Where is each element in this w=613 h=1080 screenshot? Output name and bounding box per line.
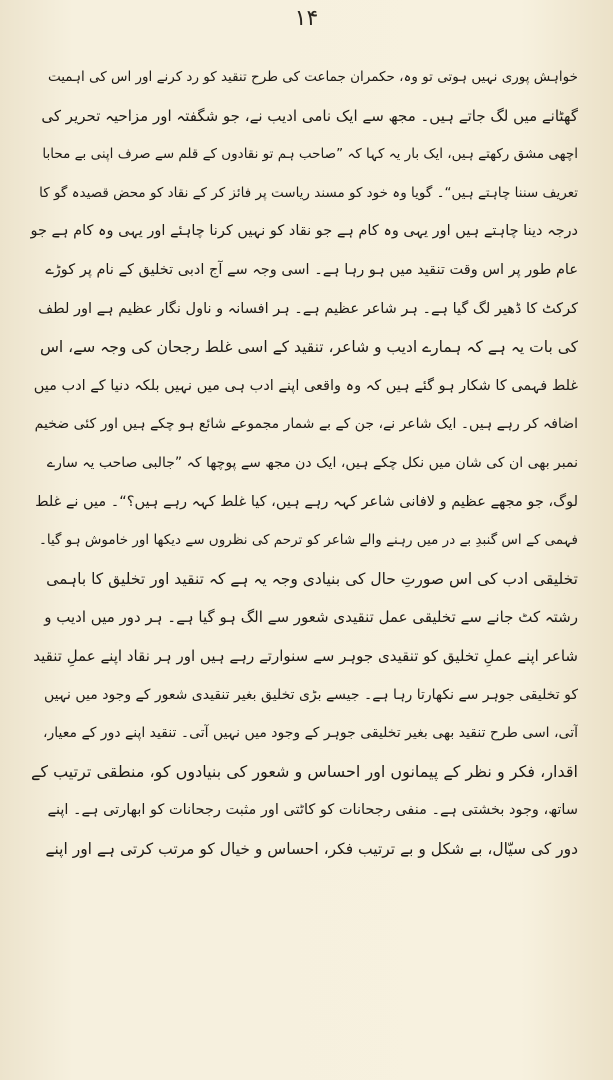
text-line: عام طور پر اس وقت تنقید میں ہو رہا ہے۔ اسی وجہ سے آج ادبی تخلیق کے نام پر کوڑے <box>45 261 578 278</box>
text-line: کرکٹ کا ڈھیر لگ گیا ہے۔ ہر شاعر عظیم ہے۔ ہر افسانہ و ناول نگار عظیم ہے اور لطف <box>38 300 578 317</box>
text-line: غلط فہمی کا شکار ہو گئے ہیں کہ وہ واقعی اپنے ادب ہی میں نہیں بلکہ دنیا کے ادب میں <box>33 377 578 394</box>
text-line: گھٹانے میں لگ جاتے ہیں۔ مجھ سے ایک نامی ادیب نے، جو شگفتہ اور مزاحیہ تحریر کی <box>41 106 578 125</box>
text-line: نمبر بھی ان کی شان میں نکل چکے ہیں، ایک دن مجھ سے پوچھا کہ ”جالبی صاحب یہ سارے <box>46 454 578 471</box>
text-line: اضافہ کر رہے ہیں۔ ایک شاعر نے، جن کے بے شمار مجموعے شائع ہو چکے ہیں اور کئی ضخیم <box>34 416 578 433</box>
text-line: اقدار، فکر و نظر کے پیمانوں اور احساس و شعور کی بنیادوں کو، منطقی ترتیب کے <box>31 761 578 781</box>
text-line: درجہ دینا چاہتے ہیں اور یہی وہ کام ہے جو نقاد کو نہیں کرنا چاہئے اور یہی وہ کام ہے جو <box>30 223 578 240</box>
text-line: کی بات یہ ہے کہ ہمارے ادیب و شاعر، تنقید کے اسی غلط رجحان کی وجہ سے، اس <box>40 338 578 357</box>
text-line: آتی، اسی طرح تنقید بھی بغیر تخلیقی جوہر کے وجود میں نہیں آتی۔ تنقید اپنے دور کے معیار، <box>43 725 578 742</box>
text-line: فہمی کے اس گنبدِ بے در میں رہنے والے شاعر کو ترحم کی نظروں سے دیکھا اور خاموش ہو گیا۔ <box>38 532 578 549</box>
text-line: ساتھ، وجود بخشتی ہے۔ منفی رجحانات کو کاٹتی اور مثبت رجحانات کو ابھارتی ہے۔ اپنے <box>47 802 578 819</box>
body-text <box>30 58 578 868</box>
text-line: کو تخلیقی جوہر سے نکھارتا رہا ہے۔ جیسے بڑی تخلیق بغیر تنقیدی شعور کے وجود میں نہیں <box>43 686 578 703</box>
text-line: خواہش پوری نہیں ہوتی تو وہ، حکمران جماعت کی طرح تنقید کو رد کرنے اور اس کی اہمیت <box>47 69 578 85</box>
text-line: دور کی سیّال، بے شکل و بے ترتیب فکر، احساس و خیال کو مرتب کرتی ہے اور اپنے <box>45 839 578 858</box>
page-number: ۱۴ <box>294 6 319 31</box>
text-line: رشتہ کٹ جانے سے تخلیقی عمل تنقیدی شعور سے الگ ہو گیا ہے۔ ہر دور میں ادیب و <box>44 608 578 627</box>
text-line: اچھی مشق رکھتے ہیں، ایک بار یہ کہا کہ ”صاحب ہم تو نقادوں کے قلم سے صرف اپنی بے محابا <box>42 146 578 163</box>
text-line: تخلیقی ادب کی اس صورتِ حال کی بنیادی وجہ یہ ہے کہ تنقید اور تخلیق کا باہمی <box>46 569 578 588</box>
text-line: لوگ، جو مجھے عظیم و لافانی شاعر کہہ رہے ہیں، کیا غلط کہہ رہے ہیں؟“۔ میں نے غلط <box>35 493 578 510</box>
text-line: شاعر اپنے عملِ تخلیق کو تنقیدی جوہر سے سنوارتے رہے ہیں اور ہر نقاد اپنے عملِ تنقید <box>33 646 578 665</box>
text-line: تعریف سننا چاہتے ہیں“۔ گویا وہ خود کو مسند ریاست پر فائز کر کے نقاد کو محض قصیدہ گو کا <box>39 184 578 201</box>
